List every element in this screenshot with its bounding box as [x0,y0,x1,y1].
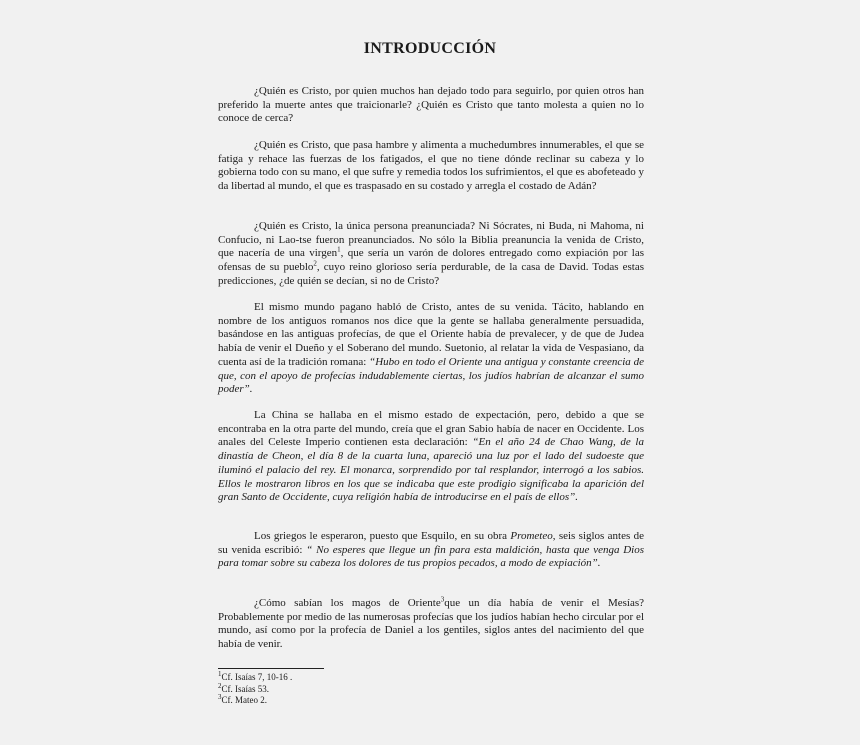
page-title: INTRODUCCIÓN [363,40,497,57]
paragraph-4 [218,301,644,397]
paragraph-4-text: El mismo mundo pagano habló de Cristo, antes de su venida. Tácito, hablando en nombre de los antiguos romanos nos dice que la gente se hallaba generalmente persuadida, basándose en las antiguas profecías, de que el Oriente había de prevalecer, y de que de Judea había de venir el Dueño y el Soberano del mundo. Suetonio, al relatar la vida de Vespasiano, da cuenta así de la tradición romana: [218,301,644,368]
work-title: Prometeo [510,530,553,542]
paragraph-6-text-a: Los griegos le esperaron, puesto que Esquilo, en su obra [254,530,511,542]
paragraph-7 [218,597,644,652]
footnote-ref-2[interactable]: 2 [313,259,317,268]
paragraph-5-quote: “En el año 24 de Chao Wang, de la dinastía de Cheon, el día 8 de la cuarta luna, apareció una luz por el lado del sudoeste que iluminó el palacio del rey. El monarca, sorprendido por tal resplandor, interrogó a los sabios. Ellos le mostraron libros en los que se indicaba que este prodigio significaba la aparición del gran Santo de Occidente, cuya religión había de introducirse en el país de ellos”. [218,436,644,504]
paragraph-4-quote: “Hubo en todo el Oriente una antigua y constante creencia de que, con el apoyo de profecías indudablemente ciertas, los judíos habrían de alcanzar el sumo poder”. [218,355,644,396]
footnote-1 [218,672,292,684]
paragraph-1: ¿Quién es Cristo, por quien muchos han dejado todo para seguirlo, por quien otros han preferido la muerte antes que traicionarle? ¿Quién es Cristo que tanto molesta a quien no lo conoce de cerca? [218,85,644,125]
paragraph-3-text-c: , cuyo reino glorioso sería perdurable, de la casa de David. Todas estas predicciones, ¿de quién se decían, si no de Cristo? [218,261,645,287]
paragraph-6-quote: “ No esperes que llegue un fin para esta maldición, hasta que venga Dios para tomar sobre su cabeza los dolores de tus propios pecados, a modo de expiación”. [218,543,644,570]
paragraph-2: ¿Quién es Cristo, que pasa hambre y alimenta a muchedumbres innumerables, el que se fatiga y rehace las fuerzas de los fatigados, el que no tiene dónde reclinar su cabeza y lo gobierna todo con su mano, el que sufre y remedia todos los sufrimientos, el que es abofeteado y da libertad al mundo, el que es traspasado en su costado y arregla el costado de Adán? [218,139,644,193]
paragraph-7-text-b: que un día había de venir el Mesías? Probablemente por medio de las numerosas profecías que los judíos habían hecho circular por el mundo, así como por la profecía de Daniel a los gentiles, siglos antes del nacimiento del que había de venir. [218,597,644,651]
paragraph-5-text: La China se hallaba en el mismo estado de expectación, pero, debido a que se encontraba en la otra parte del mundo, creía que el gran Sabio había de nacer en Occidente. Los anales del Celeste Imperio contienen esta declaración: [218,409,644,449]
footnote-ref-1[interactable]: 1 [337,245,341,254]
footnote-text: Cf. Isaías 53. [221,683,269,694]
footnote-text: Cf. Isaías 7, 10-16 . [221,672,293,682]
footnote-3 [218,695,292,707]
paragraph-3-text-a: ¿Quién es Cristo, la única persona preanunciada? Ni Sócrates, ni Buda, ni Mahoma, ni Confucio, ni Lao-tse fueron preanunciados. No sólo la Biblia preanuncia la venida de Cristo, que nacería de una virgen [218,220,644,260]
footnote-2 [218,681,292,696]
footnote-separator [218,668,324,669]
paragraph-7-text-a: ¿Cómo sabían los magos de Oriente [254,597,441,609]
footnote-number: 1 [218,670,222,678]
paragraph-5 [218,409,644,505]
footnote-text: Cf. Mateo 2. [221,695,267,705]
footnote-number: 2 [218,681,222,690]
footnote-number: 3 [218,693,222,701]
footnotes [218,672,292,707]
paragraph-6 [218,530,644,571]
paragraph-6-text-b: , seis siglos antes de su venida escribió: [218,530,644,556]
paragraph-3 [218,220,644,289]
footnote-ref-3[interactable]: 3 [440,595,445,604]
paragraph-3-text-b: , que sería un varón de dolores entregado como expiación por las ofensas de su pueblo [218,247,644,274]
